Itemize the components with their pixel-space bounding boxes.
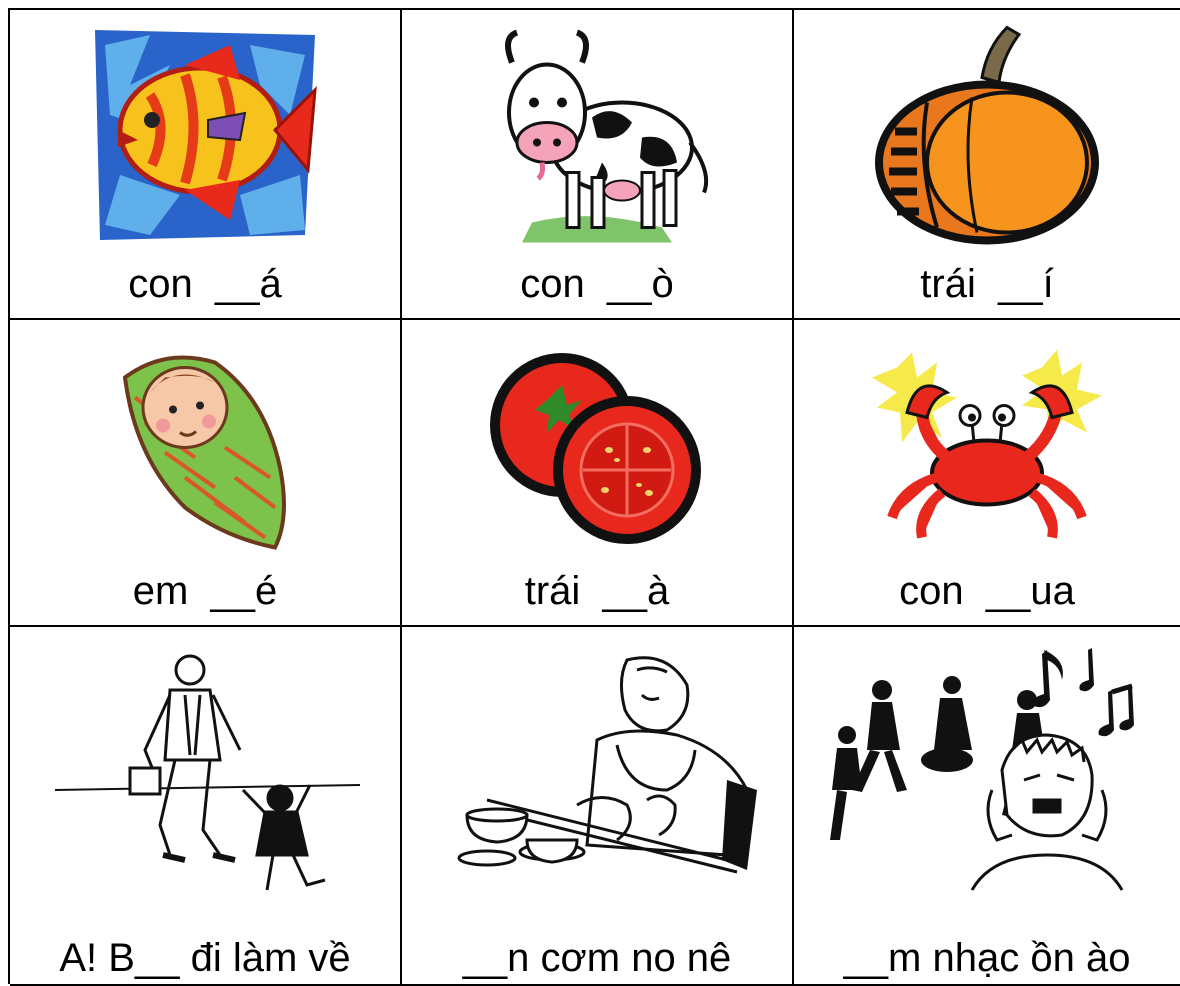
pumpkin-icon <box>794 10 1180 260</box>
fish-icon <box>10 10 400 260</box>
cell-father <box>10 627 402 986</box>
cell-caption: con __á <box>128 262 282 306</box>
cell-caption: em __é <box>132 569 278 613</box>
cell-caption: trái __í <box>920 262 1054 306</box>
picture-word-grid <box>8 8 1180 984</box>
cell-pumpkin <box>794 10 1180 320</box>
man-eating-icon <box>402 627 792 922</box>
tomato-icon <box>402 320 792 570</box>
loud-music-icon <box>794 627 1180 922</box>
cell-baby <box>10 320 402 627</box>
cow-icon <box>402 10 792 260</box>
cell-caption: trái __à <box>524 569 670 613</box>
baby-icon <box>10 320 400 570</box>
cell-music <box>794 627 1180 986</box>
cell-cow <box>402 10 794 320</box>
cell-caption: A! B__ đi làm về <box>59 936 351 980</box>
cell-tomato <box>402 320 794 627</box>
father-returning-icon <box>10 627 400 922</box>
cell-caption: __m nhạc ồn ào <box>843 936 1131 980</box>
cell-caption: __n cơm no nê <box>462 936 732 980</box>
cell-caption: con __ua <box>899 569 1075 613</box>
crab-icon <box>794 320 1180 570</box>
cell-caption: con __ò <box>520 262 674 306</box>
cell-fish <box>10 10 402 320</box>
cell-eating <box>402 627 794 986</box>
cell-crab <box>794 320 1180 627</box>
